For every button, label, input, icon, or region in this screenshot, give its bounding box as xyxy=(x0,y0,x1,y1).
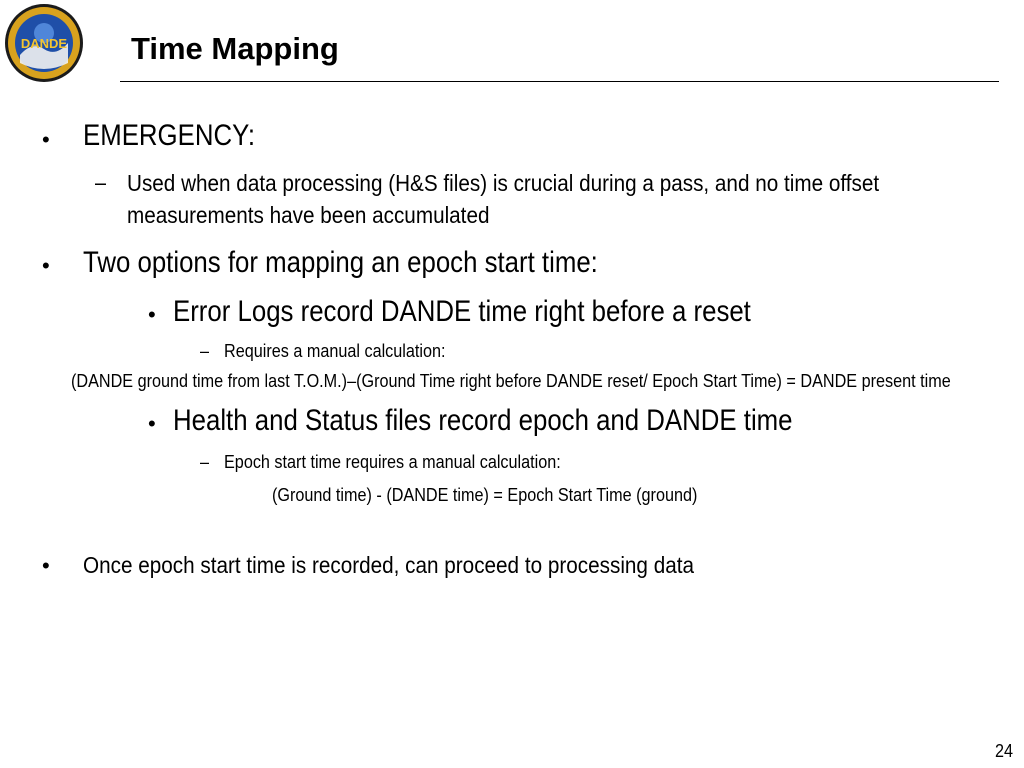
health-status-formula: (Ground time) - (DANDE time) = Epoch Start Time (ground) xyxy=(272,485,698,505)
emergency-detail-line-1: Used when data processing (H&S files) is crucial during a pass, and no time offset xyxy=(127,170,880,196)
svg-text:DANDE: DANDE xyxy=(20,36,68,51)
title-divider xyxy=(120,81,999,82)
dash-marker: – xyxy=(200,452,210,472)
bullet-marker: • xyxy=(148,411,156,436)
bullet-proceed: Once epoch start time is recorded, can proceed to processing data xyxy=(83,552,694,578)
option-health-status: Health and Status files record epoch and DANDE time xyxy=(173,404,793,437)
bullet-emergency: EMERGENCY: xyxy=(83,119,256,152)
bullet-two-options: Two options for mapping an epoch start time: xyxy=(83,246,598,279)
bullet-marker: • xyxy=(42,127,50,152)
health-status-calc-note: Epoch start time requires a manual calculation: xyxy=(224,452,561,472)
bullet-marker: • xyxy=(42,253,50,278)
bullet-marker: • xyxy=(148,302,156,327)
dande-mission-logo xyxy=(4,3,84,83)
error-logs-formula: (DANDE ground time from last T.O.M.)–(Ground Time right before DANDE reset/ Epoch Start Time) = DANDE present time xyxy=(71,371,951,391)
error-logs-calc-note: Requires a manual calculation: xyxy=(224,341,446,361)
emergency-detail-line-2: measurements have been accumulated xyxy=(127,202,490,228)
slide-title: Time Mapping xyxy=(131,31,339,66)
bullet-marker: • xyxy=(42,553,50,578)
dash-marker: – xyxy=(95,170,107,195)
option-error-logs: Error Logs record DANDE time right before a reset xyxy=(173,295,751,328)
dash-marker: – xyxy=(200,341,210,361)
page-number: 24 xyxy=(994,741,1013,761)
